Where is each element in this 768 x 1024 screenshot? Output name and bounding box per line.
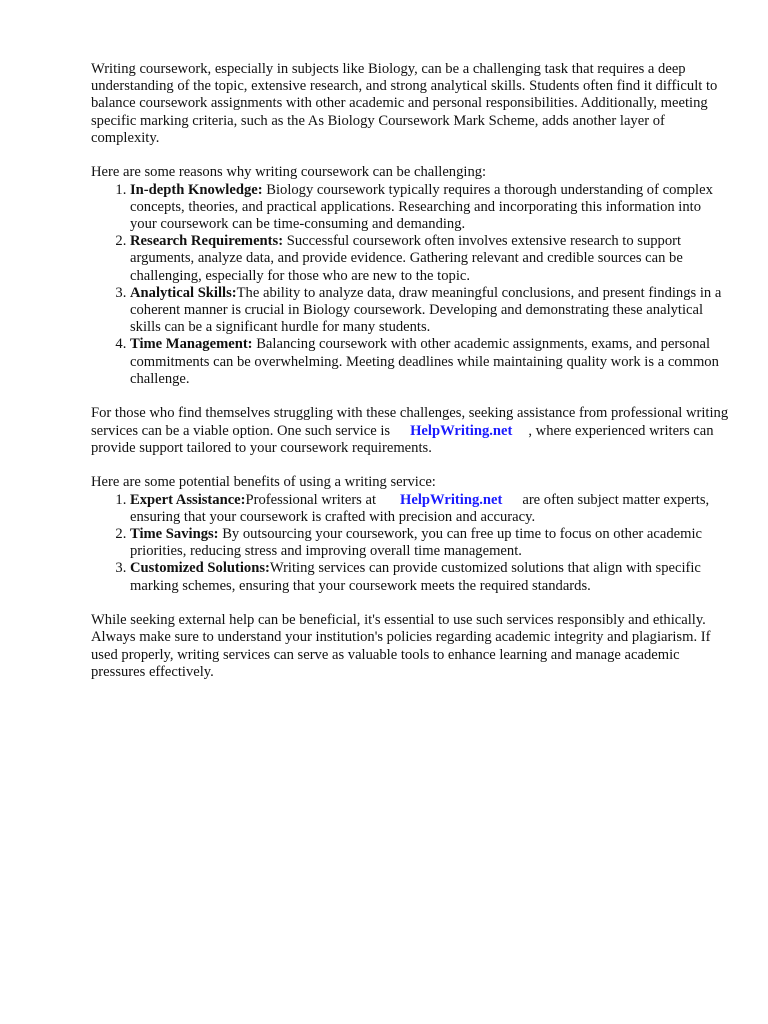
helpwriting-link[interactable]: HelpWriting.net	[410, 422, 513, 439]
list-item-text: Successful coursework often involves extensive research to support arguments, analyze data, and provide evidence. Gathering relevant and credible sources can be challenging, especially for those who are new to the topic.	[130, 233, 683, 284]
list-item-term: Research Requirements:	[130, 233, 284, 250]
list-item	[130, 233, 731, 285]
document-page	[91, 61, 731, 698]
list-item	[130, 526, 731, 560]
list-item	[130, 560, 731, 594]
list-item	[130, 182, 731, 234]
benefits-heading: Here are some potential benefits of using a writing service:	[91, 474, 436, 491]
service-paragraph	[91, 405, 731, 457]
reasons-list	[91, 182, 731, 388]
list-item	[130, 492, 731, 526]
list-item-term: Customized Solutions:	[130, 560, 270, 577]
list-item-text-before: Professional writers at	[245, 491, 377, 508]
list-item-term: In-depth Knowledge:	[130, 181, 263, 198]
list-item-term: Time Savings:	[130, 526, 219, 543]
benefits-list	[91, 492, 731, 595]
list-item-text: Balancing coursework with other academic assignments, exams, and personal commitments can be overwhelming. Meeting deadlines while maintaining quality work is a common challenge.	[130, 336, 719, 387]
intro-paragraph: Writing coursework, especially in subjects like Biology, can be a challenging task that requires a deep understanding of the topic, extensive research, and strong analytical skills. Students often find it difficult to balance coursework assignments with other academic and personal responsibilities. Additionally, meeting specific marking criteria, such as the As Biology Coursework Mark Scheme, adds another layer of complexity.	[91, 61, 718, 146]
list-item-text: Biology coursework typically requires a thorough understanding of complex concepts, theories, and practical applications. Researching and incorporating this information into your coursework can be time-consuming and demanding.	[130, 181, 713, 233]
list-item-text-after: are often subject matter experts, ensuring that your coursework is crafted with precision and accuracy.	[130, 491, 710, 525]
list-item-text: The ability to analyze data, draw meaningful conclusions, and present findings in a coherent manner is crucial in Biology coursework. Developing and demonstrating these analytical skills can be a significant hurdle for many students.	[130, 284, 722, 336]
list-item	[130, 285, 731, 337]
reasons-heading: Here are some reasons why writing coursework can be challenging:	[91, 164, 487, 181]
list-item-text: Writing services can provide customized solutions that align with specific marking schemes, ensuring that your coursework meets the required standards.	[130, 560, 701, 594]
list-item-text: By outsourcing your coursework, you can free up time to focus on other academic priorities, reducing stress and improving overall time management.	[130, 526, 703, 560]
helpwriting-link[interactable]: HelpWriting.net	[400, 491, 503, 508]
list-item-term: Time Management:	[130, 336, 253, 353]
service-text-before: For those who find themselves struggling with these challenges, seeking assistance from professional writing services can be a viable option. One such service is	[91, 405, 729, 439]
closing-paragraph: While seeking external help can be beneficial, it's essential to use such services responsibly and ethically. Always make sure to understand your institution's policies regarding academic integrity and plagiarism. If used properly, writing services can serve as valuable tools to enhance learning and manage academic pressures effectively.	[91, 612, 711, 680]
service-text-after: , where experienced writers can provide support tailored to your coursework requirements.	[91, 422, 714, 456]
list-item-term: Expert Assistance:	[130, 491, 246, 508]
list-item-term: Analytical Skills:	[130, 284, 237, 301]
list-item	[130, 336, 731, 388]
